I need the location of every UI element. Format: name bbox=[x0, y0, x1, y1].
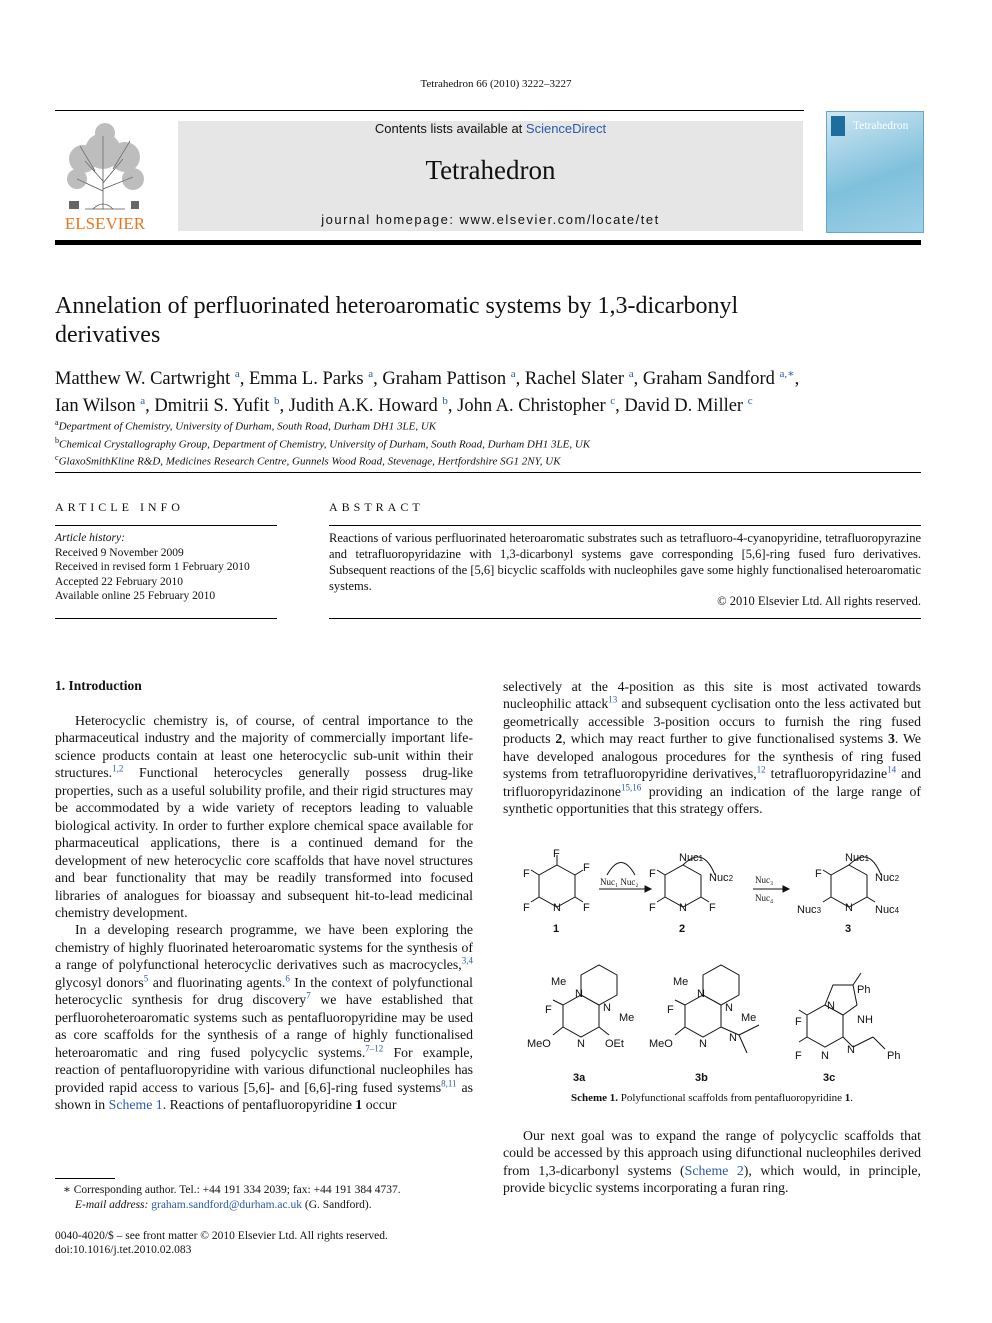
paragraph bbox=[55, 712, 473, 921]
cover-strip bbox=[831, 116, 845, 136]
header-thick-rule bbox=[55, 240, 921, 245]
affiliation-mark: c bbox=[55, 453, 59, 463]
atom-label: N bbox=[575, 988, 583, 1000]
paragraph bbox=[55, 921, 473, 1113]
author-affiliation-mark[interactable]: c bbox=[610, 395, 616, 408]
scheme-graphic bbox=[503, 845, 921, 1085]
text-run: Heterocyclic chemistry is, of course, of central importance to the pharmaceutical industry and the majority of commercially important life-science products contain at least one heterocyclic sub-unit within their structures. bbox=[55, 713, 473, 781]
email-suffix: (G. Sandford). bbox=[302, 1199, 372, 1211]
author-name: Dmitrii S. Yufit bbox=[154, 396, 274, 417]
text-run: , which may react further to give functionalised systems bbox=[562, 731, 888, 747]
text-run: Our next goal was to expand the range of polycyclic scaffolds that could be accessed by this approach using difunctional nucleophiles derived from 1,3-dicarbonyl systems ( bbox=[503, 1128, 921, 1178]
scheme-1 bbox=[503, 845, 921, 1085]
atom-label: F bbox=[583, 862, 590, 874]
affiliation-text: Department of Chemistry, University of Durham, South Road, Durham DH1 3LE, UK bbox=[58, 420, 437, 433]
author-name: Emma L. Parks bbox=[248, 369, 369, 390]
author-affiliation-mark[interactable]: a bbox=[234, 368, 240, 380]
reagent-label: Nuc₄ bbox=[755, 893, 774, 903]
left-column bbox=[55, 712, 473, 1113]
author-separator: , bbox=[515, 369, 525, 390]
citation-ref[interactable]: 3,4 bbox=[461, 955, 473, 966]
compound-number: 3c bbox=[823, 1072, 836, 1084]
atom-label: F bbox=[649, 868, 656, 880]
history-item: Received in revised form 1 February 2010 bbox=[55, 561, 250, 573]
citation-ref[interactable]: 1,2 bbox=[112, 763, 124, 774]
affiliation bbox=[55, 451, 921, 469]
author-affiliation-mark[interactable]: a bbox=[140, 395, 146, 408]
scheme-link[interactable]: Scheme 2 bbox=[684, 1162, 744, 1178]
divider bbox=[55, 472, 921, 473]
author-name: John A. Christopher bbox=[457, 396, 611, 417]
ring-2 bbox=[665, 865, 701, 907]
contents-line bbox=[178, 121, 803, 136]
front-matter-line: 0040-4020/$ – see front matter © 2010 Elsevier Ltd. All rights reserved. bbox=[55, 1230, 388, 1242]
text-run: Functional heterocycles generally possess drug-like properties, such as a useful solubility profile, and their rigid structures may be accommodated by a wide variety of receptors leading to valuable biological activity. In order to further explore chemical space available for pharmaceutical applications, there is a continued demand for the development of new heterocyclic core scaffolds that have novel structures and bear functionality that may be readily transformed into focused libraries of analogues for bioassay and subsequent hit-to-lead medicinal chemistry development. bbox=[55, 765, 473, 920]
front-matter bbox=[55, 1229, 473, 1257]
elsevier-logo bbox=[55, 121, 155, 233]
atom-label: N bbox=[679, 902, 687, 914]
ring-3b bbox=[685, 995, 721, 1037]
email-label: E-mail address: bbox=[75, 1199, 149, 1211]
nuc-label: Nuc1 bbox=[679, 852, 704, 864]
author-affiliation-mark[interactable]: a bbox=[628, 368, 634, 380]
author-separator: , bbox=[145, 396, 155, 417]
nuc-label: Nuc3 bbox=[797, 904, 822, 916]
atom-label: N bbox=[699, 1038, 707, 1050]
footnote-rule bbox=[55, 1178, 115, 1179]
elsevier-tree-icon bbox=[55, 121, 155, 233]
text-run: For example, reaction of pentafluoropyridine with various difunctional nucleophiles has provided rapid access to various [5,6]- and [6,6]-ring fused systems bbox=[55, 1044, 473, 1095]
divider bbox=[329, 618, 921, 619]
author-name: Matthew W. Cartwright bbox=[55, 369, 235, 390]
atom-label: F bbox=[667, 1004, 674, 1016]
divider bbox=[329, 525, 921, 526]
compound-ref: 3 bbox=[887, 731, 895, 747]
journal-homepage[interactable]: journal homepage: www.elsevier.com/locate/tet bbox=[321, 212, 660, 227]
history-item: Accepted 22 February 2010 bbox=[55, 575, 184, 588]
cover-title: Tetrahedron bbox=[853, 120, 909, 132]
author-separator: , bbox=[633, 369, 643, 390]
history-label: Article history: bbox=[55, 532, 125, 544]
author-affiliation-mark[interactable]: a bbox=[368, 368, 374, 380]
right-column-top bbox=[503, 678, 921, 818]
author-name: Ian Wilson bbox=[55, 396, 141, 417]
atom-label: F bbox=[523, 902, 530, 914]
text-run: ), which would, in principle, provide bicyclic systems incorporating a furan ring. bbox=[503, 1162, 921, 1196]
atom-label: F bbox=[815, 868, 822, 880]
text-run: as shown in bbox=[55, 1079, 473, 1112]
atom-label: N bbox=[697, 988, 705, 1000]
atom-label: N bbox=[553, 902, 561, 914]
footnote bbox=[55, 1183, 473, 1213]
atom-label: F bbox=[649, 902, 656, 914]
divider bbox=[55, 525, 277, 526]
author-line-1 bbox=[55, 363, 921, 390]
nuc-label: Nuc2 bbox=[875, 872, 900, 884]
ring-3 bbox=[831, 865, 867, 907]
author-name: Rachel Slater bbox=[524, 369, 629, 390]
text-run: selectively at the 4-position as this site is most activated towards nucleophilic attack bbox=[503, 679, 921, 712]
text-run: . We have developed analogous procedures for the synthesis of ring fused systems from tetrafluoropyridine derivatives, bbox=[503, 731, 922, 782]
atom-label: N bbox=[827, 1000, 835, 1012]
author-name: Graham Pattison bbox=[382, 369, 511, 390]
citation-ref[interactable]: 5 bbox=[143, 973, 149, 984]
paragraph bbox=[503, 1127, 921, 1197]
atom-label: F bbox=[795, 1016, 802, 1028]
compound-number: 3b bbox=[695, 1072, 708, 1084]
compound-ref: 1 bbox=[355, 1096, 363, 1112]
title-line-2: derivatives bbox=[55, 322, 161, 348]
caption-label: Scheme 1. bbox=[570, 1092, 618, 1104]
text-run: occur bbox=[362, 1096, 397, 1112]
author-name: Judith A.K. Howard bbox=[288, 396, 443, 417]
article-title bbox=[55, 292, 921, 350]
author-separator: , bbox=[373, 369, 383, 390]
publisher-name: ELSEVIER bbox=[64, 214, 146, 233]
ring-3a bbox=[563, 995, 599, 1037]
atom-label: N bbox=[603, 1002, 611, 1014]
caption-end: . bbox=[850, 1092, 854, 1104]
text-run: . Reactions of pentafluoropyridine bbox=[162, 1096, 356, 1112]
atom-label: N bbox=[845, 902, 853, 914]
author-separator: , bbox=[447, 396, 458, 417]
author-name: Graham Sandford bbox=[642, 369, 780, 390]
corresponding-author-note: ∗ Corresponding author. Tel.: +44 191 334 2039; fax: +44 191 384 4737. bbox=[63, 1184, 401, 1196]
text-run: tetrafluoropyridazine bbox=[765, 766, 888, 782]
atom-label: Me bbox=[619, 1012, 635, 1024]
citation-ref[interactable]: 13 bbox=[608, 694, 618, 705]
compound-number: 3a bbox=[573, 1072, 586, 1084]
reagent-label: Nuc₁ Nuc₂ bbox=[600, 877, 639, 887]
compound-ref: 2 bbox=[555, 731, 563, 747]
atom-label: MeO bbox=[649, 1038, 673, 1050]
atom-label: Me bbox=[673, 976, 689, 988]
atom-label: Me bbox=[551, 976, 567, 988]
citation-ref[interactable]: 6 bbox=[285, 973, 290, 984]
author-separator: , bbox=[794, 369, 800, 390]
author-affiliation-mark[interactable]: b bbox=[273, 395, 280, 408]
title-line-1: Annelation of perfluorinated heteroaromatic systems by 1,3-dicarbonyl bbox=[55, 293, 739, 319]
author-separator: , bbox=[239, 369, 249, 390]
affiliation bbox=[55, 416, 921, 434]
history-item: Received 9 November 2009 bbox=[55, 546, 184, 559]
email-link[interactable]: graham.sandford@durham.ac.uk bbox=[151, 1199, 303, 1211]
divider bbox=[55, 618, 277, 619]
affiliations bbox=[55, 416, 921, 469]
citation-ref[interactable]: 12 bbox=[756, 764, 766, 775]
atom-label: N bbox=[577, 1038, 585, 1050]
atom-label: Ph bbox=[887, 1050, 901, 1062]
compound-number: 3 bbox=[845, 923, 852, 935]
author-affiliation-mark[interactable]: a,∗ bbox=[779, 368, 795, 380]
text-run: providing an indication of the large range of synthetic opportunities that this strategy offers. bbox=[503, 783, 921, 817]
scheme-caption bbox=[503, 1092, 921, 1104]
caption-compound: 1 bbox=[844, 1092, 851, 1104]
text-run: In a developing research programme, we have been exploring the chemistry of highly fluorinated heteroaromatic systems for the synthesis of a range of polyfunctional heterocyclic derivatives such as macrocycles, bbox=[55, 922, 473, 973]
doi[interactable]: doi:10.1016/j.tet.2010.02.083 bbox=[55, 1244, 192, 1256]
atom-label: F bbox=[795, 1050, 802, 1062]
nuc-label: Nuc2 bbox=[709, 872, 734, 884]
atom-label: N bbox=[725, 1002, 733, 1014]
header-rule bbox=[55, 110, 804, 111]
author-separator: , bbox=[615, 396, 625, 417]
atom-label: MeO bbox=[527, 1038, 551, 1050]
ring-3a-fused bbox=[581, 965, 617, 1005]
atom-label: N bbox=[821, 1050, 829, 1062]
caption-text: Polyfunctional scaffolds from pentafluoropyridine bbox=[618, 1092, 845, 1104]
affiliation-mark: a bbox=[55, 418, 59, 427]
contents-prefix: Contents lists available at bbox=[374, 121, 526, 136]
reagent-label: Nuc₃ bbox=[755, 875, 774, 885]
journal-reference: Tetrahedron 66 (2010) 3222–3227 bbox=[420, 78, 572, 90]
ring-3c bbox=[807, 1005, 843, 1047]
journal-cover bbox=[826, 111, 924, 233]
atom-label: Ph bbox=[857, 984, 871, 996]
atom-label: OEt bbox=[605, 1038, 624, 1050]
paragraph bbox=[503, 678, 921, 818]
atom-label: F bbox=[523, 868, 530, 880]
ring-3b-fused bbox=[703, 965, 739, 1005]
author-line-2 bbox=[55, 390, 921, 417]
citation-ref[interactable]: 7 bbox=[306, 990, 311, 1001]
sciencedirect-link[interactable]: ScienceDirect bbox=[525, 121, 607, 136]
abstract-heading: ABSTRACT bbox=[329, 500, 424, 514]
author-separator: , bbox=[279, 396, 289, 417]
ring-1 bbox=[539, 865, 575, 907]
affiliation-mark: b bbox=[55, 435, 59, 445]
text-run: and subsequent cyclisation onto the less activated but geometrically accessible 3-position occurs to furnish the ring fused products bbox=[503, 696, 921, 747]
citation-ref[interactable]: 14 bbox=[887, 764, 897, 775]
atom-label: N bbox=[729, 1032, 737, 1044]
history-item: Available online 25 February 2010 bbox=[55, 590, 216, 602]
text-run: In the context of polyfunctional heterocyclic synthesis for drug discovery bbox=[55, 974, 473, 1008]
compound-number: 1 bbox=[553, 923, 560, 935]
affiliation-text: Chemical Crystallography Group, Department of Chemistry, University of Durham, South Road, Durham DH1 3LE, UK bbox=[59, 438, 591, 451]
atom-label: F bbox=[553, 848, 560, 860]
atom-label: F bbox=[545, 1004, 552, 1016]
citation-ref[interactable]: 7–12 bbox=[365, 1043, 384, 1054]
atom-label: F bbox=[709, 902, 716, 914]
affiliation bbox=[55, 434, 921, 452]
text-run: glycosyl donors bbox=[55, 974, 144, 990]
article-info-heading: ARTICLE INFO bbox=[55, 500, 184, 514]
affiliation-text: GlaxoSmithKline R&D, Medicines Research Centre, Gunnels Wood Road, Stevenage, Hertfordshire SG1 2NY, UK bbox=[58, 455, 561, 468]
article-history bbox=[55, 531, 277, 604]
citation-ref[interactable]: 15,16 bbox=[621, 782, 642, 793]
atom-label: N bbox=[847, 1044, 855, 1056]
abstract-text: Reactions of various perfluorinated heteroaromatic substrates such as tetrafluoro-4-cyanopyridine, tetrafluoropyrazine and tetrafluoropyridazine with 1,3-dicarbonyl systems gave corresponding [5,6]-ring fused furo derivatives. Subsequent reactions of the [5,6] bicyclic scaffolds with nucleophiles gave some highly functionalised heteroaromatic systems. bbox=[329, 531, 921, 593]
abstract-copyright: © 2010 Elsevier Ltd. All rights reserved. bbox=[717, 594, 921, 608]
text-run: we have established that perfluoroheteroaromatic systems such as pentafluoropyridine may be used as core scaffolds for the synthesis of a range of highly functionalised heteroaromatic and ring fused polycyclic systems. bbox=[55, 992, 473, 1060]
nuc-label: Nuc4 bbox=[875, 904, 900, 916]
section-heading-introduction: 1. Introduction bbox=[55, 678, 142, 693]
author-list bbox=[55, 363, 921, 417]
author-affiliation-mark[interactable]: c bbox=[747, 395, 753, 408]
author-name: David D. Miller bbox=[624, 396, 748, 417]
author-affiliation-mark[interactable]: a bbox=[510, 368, 516, 380]
right-column-bottom bbox=[503, 1127, 921, 1197]
text-run: and fluorinating agents. bbox=[148, 974, 286, 990]
scheme-link[interactable]: Scheme 1 bbox=[108, 1096, 163, 1112]
compound-number: 2 bbox=[679, 923, 686, 935]
atom-label: Me bbox=[741, 1012, 757, 1024]
atom-label: F bbox=[583, 902, 590, 914]
atom-label: NH bbox=[857, 1014, 873, 1026]
journal-title: Tetrahedron bbox=[425, 155, 556, 185]
author-affiliation-mark[interactable]: b bbox=[442, 395, 448, 408]
citation-ref[interactable]: 8,11 bbox=[441, 1077, 457, 1088]
text-run: and trifluoropyridazinone bbox=[503, 766, 921, 799]
nuc-label: Nuc1 bbox=[845, 852, 870, 864]
